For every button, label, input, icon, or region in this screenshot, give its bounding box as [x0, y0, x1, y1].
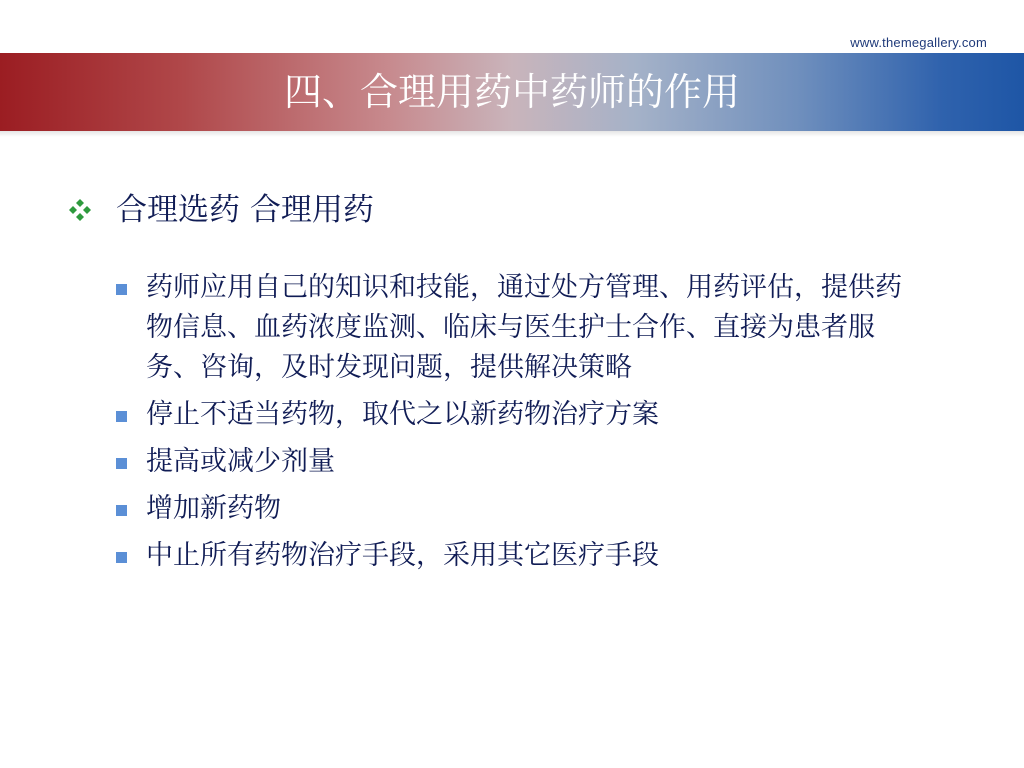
- bullet-text: 增加新药物: [146, 493, 281, 524]
- list-item: [116, 395, 916, 435]
- list-item: [116, 442, 916, 482]
- slide-title: 四、合理用药中药师的作用: [283, 70, 740, 114]
- square-bullet-icon: [116, 284, 127, 295]
- list-item: [116, 536, 916, 576]
- bullet-list: [116, 268, 916, 583]
- heading-row: [68, 188, 374, 232]
- bullet-text: 中止所有药物治疗手段，采用其它医疗手段: [146, 540, 659, 571]
- square-bullet-icon: [116, 458, 127, 469]
- bullet-text: 停止不适当药物，取代之以新药物治疗方案: [146, 399, 659, 430]
- square-bullet-icon: [116, 505, 127, 516]
- section-heading: 合理选药 合理用药: [116, 192, 374, 228]
- site-url: www.themegallery.com: [850, 35, 987, 50]
- list-item: [116, 268, 916, 388]
- square-bullet-icon: [116, 411, 127, 422]
- list-item: [116, 489, 916, 529]
- square-bullet-icon: [116, 552, 127, 563]
- bullet-text: 药师应用自己的知识和技能，通过处方管理、用药评估，提供药物信息、血药浓度监测、临床与医生护士合作、直接为患者服务、咨询，及时发现问题，提供解决策略: [146, 272, 902, 383]
- bullet-text: 提高或减少剂量: [146, 446, 335, 477]
- four-diamond-icon: [68, 198, 92, 222]
